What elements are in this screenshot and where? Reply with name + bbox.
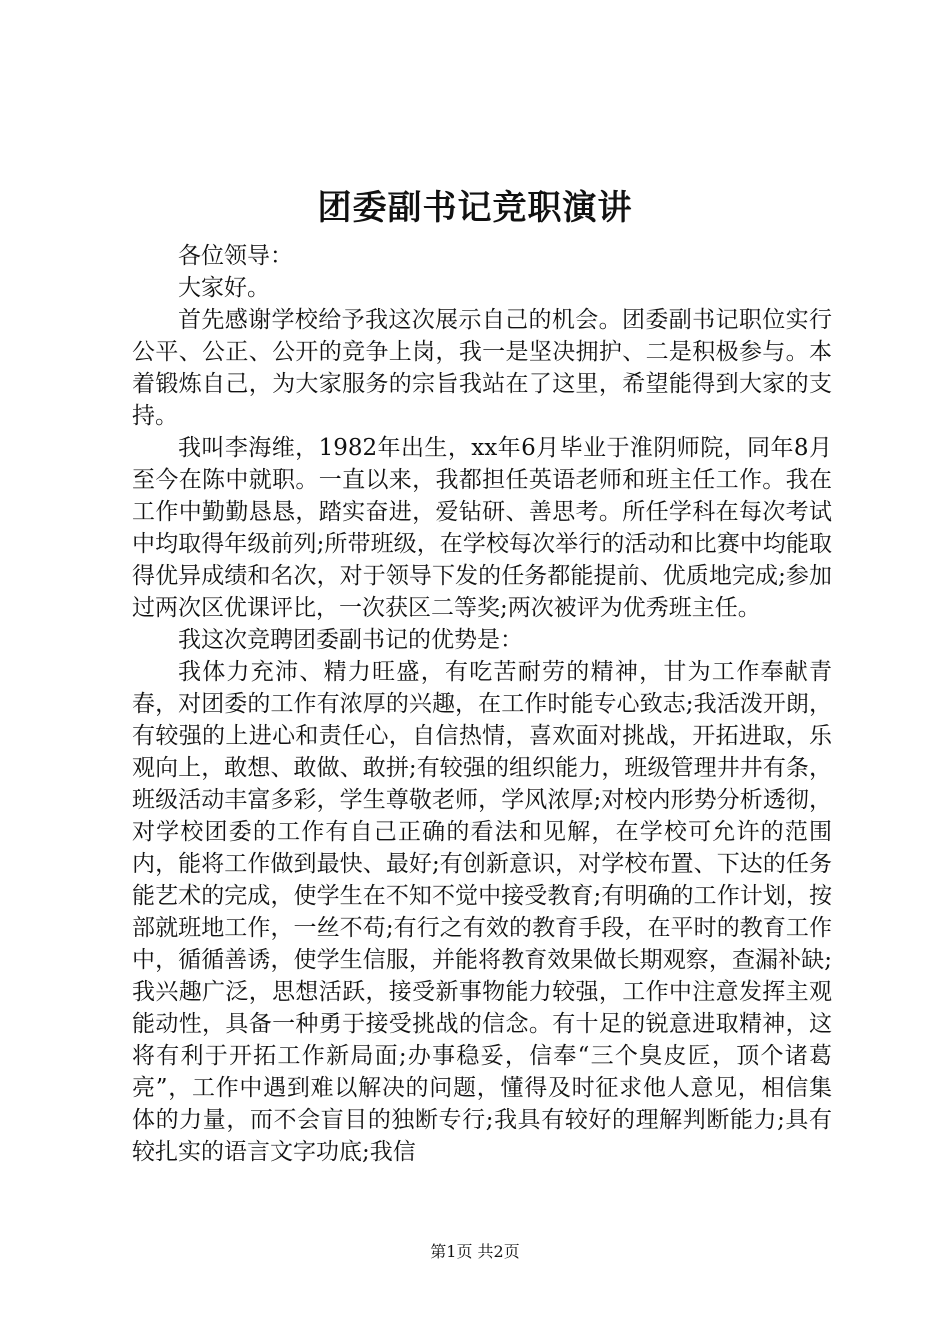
document-body: [132, 240, 832, 1168]
paragraph-intro: 首先感谢学校给予我这次展示自己的机会。团委副书记职位实行公平、公正、公开的竞争上岗，我一是坚决拥护、二是积极参与。本着锻炼自己，为大家服务的宗旨我站在了这里，希望能得到大家的支持。: [132, 307, 832, 429]
page-footer: 第1页 共2页: [430, 1242, 520, 1261]
paragraph-advantages-heading: 我这次竞聘团委副书记的优势是：: [178, 627, 523, 653]
paragraph-advantages: 我体力充沛、精力旺盛，有吃苦耐劳的精神，甘为工作奉献青春，对团委的工作有浓厚的兴趣，在工作时能专心致志;我活泼开朗，有较强的上进心和责任心，自信热情，喜欢面对挑战，开拓进取，乐观向上，敢想、敢做、敢拼;有较强的组织能力，班级管理井井有条，班级活动丰富多彩，学生尊敬老师，学风浓厚;对校内形势分析透彻，对学校团委的工作有自己正确的看法和见解，在学校可允许的范围内，能将工作做到最快、最好;有创新意识，对学校布置、下达的任务能艺术的完成，使学生在不知不觉中接受教育;有明确的工作计划，按部就班地工作，一丝不苟;有行之有效的教育手段，在平时的教育工作中，循循善诱，使学生信服，并能将教育效果做长期观察，查漏补缺;我兴趣广泛，思想活跃，接受新事物能力较强，工作中注意发挥主观能动性，具备一种勇于接受挑战的信念。有十足的锐意进取精神，这将有利于开拓工作新局面;办事稳妥，信奉“三个臭皮匠，顶个诸葛亮”，工作中遇到难以解决的问题，懂得及时征求他人意见，相信集体的力量，而不会盲目的独断专行;我具有较好的理解判断能力;具有较扎实的语言文字功底;我信: [132, 659, 832, 1165]
salutation: 各位领导：: [178, 243, 293, 269]
greeting: 大家好。: [178, 275, 270, 301]
document-title: 团委副书记竞职演讲: [317, 188, 633, 228]
paragraph-background: 我叫李海维，1982年出生，xx年6月毕业于淮阴师院，同年8月至今在陈中就职。一直以来，我都担任英语老师和班主任工作。我在工作中勤勤恳恳，踏实奋进，爱钻研、善思考。所任学科在每次考试中均取得年级前列;所带班级，在学校每次举行的活动和比赛中均能取得优异成绩和名次，对于领导下发的任务都能提前、优质地完成;参加过两次区优课评比，一次获区二等奖;两次被评为优秀班主任。: [132, 435, 832, 621]
